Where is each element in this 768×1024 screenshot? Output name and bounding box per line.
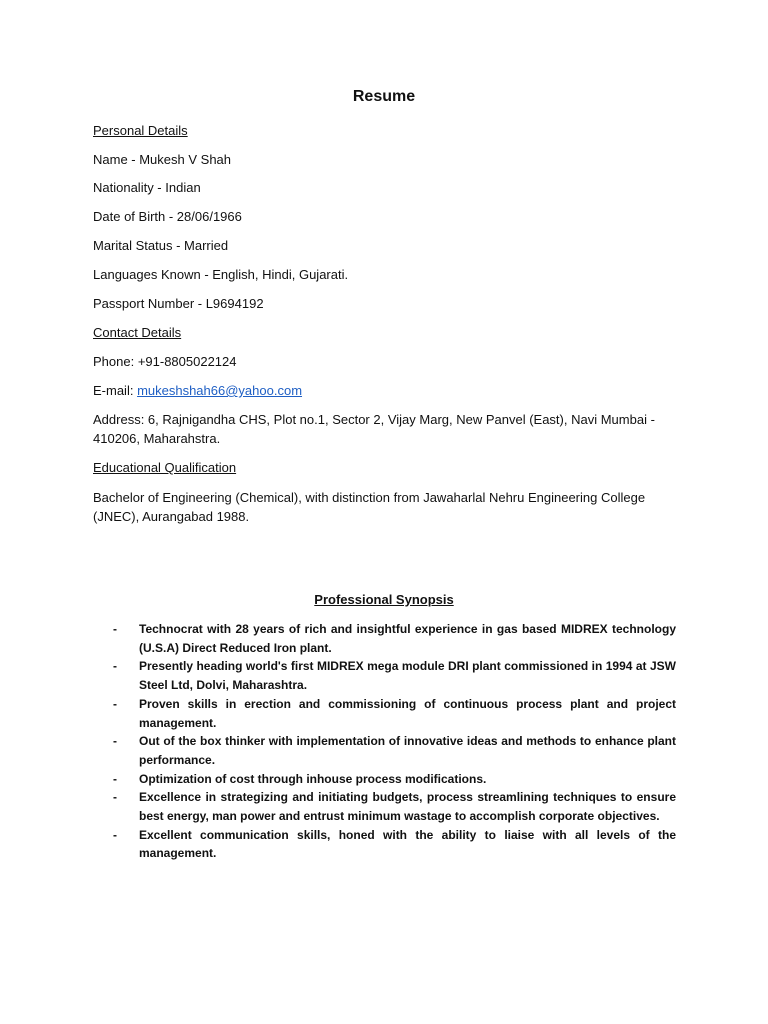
email-line	[93, 381, 302, 400]
synopsis-item-text: Optimization of cost through inhouse process modifications.	[139, 771, 487, 786]
email-link[interactable]: mukeshshah66@yahoo.com	[137, 383, 303, 398]
synopsis-item-text: Out of the box thinker with implementation of innovative ideas and methods to enhance plant performance.	[139, 734, 676, 767]
synopsis-item-text: Presently heading world's first MIDREX mega module DRI plant commissioned in 1994 at JSW Steel Ltd, Dolvi, Maharashtra.	[139, 659, 676, 693]
bullet-dash: -	[113, 696, 117, 711]
email-label: E-mail:	[93, 383, 138, 398]
synopsis-item-text: Excellence in strategizing and initiating budgets, process streamlining techniques to ensure best energy, man power and entrust minimum wastage to accomplish corporate objectives.	[139, 790, 676, 824]
bullet-dash: -	[113, 734, 117, 749]
education-paragraph: Bachelor of Engineering (Chemical), with distinction from Jawaharlal Nehru Engineering College (JNEC), Aurangabad 1988.	[93, 490, 646, 524]
document-title: Resume	[352, 88, 416, 105]
education-heading: Educational Qualification	[93, 460, 237, 475]
name-line: Name - Mukesh V Shah	[93, 152, 232, 167]
bullet-dash: -	[113, 827, 117, 842]
languages-line: Languages Known - English, Hindi, Gujarati.	[93, 267, 349, 282]
passport-line: Passport Number - L9694192	[93, 296, 264, 311]
synopsis-item	[113, 620, 676, 657]
phone-line: Phone: +91-8805022124	[93, 354, 237, 369]
bullet-dash: -	[113, 622, 117, 636]
synopsis-item-text: Technocrat with 28 years of rich and insightful experience in gas based MIDREX technology (U.S.A) Direct Reduced Iron plant.	[139, 622, 676, 655]
address-paragraph: Address: 6, Rajnigandha CHS, Plot no.1, Sector 2, Vijay Marg, New Panvel (East), Navi Mumbai - 410206, Maharahstra.	[93, 412, 655, 446]
personal-details-heading: Personal Details	[93, 123, 188, 138]
bullet-dash: -	[113, 771, 117, 786]
bullet-dash: -	[113, 659, 117, 674]
synopsis-item	[113, 770, 676, 789]
synopsis-item	[113, 695, 676, 732]
dob-line: Date of Birth - 28/06/1966	[93, 209, 242, 224]
synopsis-item-text: Proven skills in erection and commissioning of continuous process plant and project management.	[139, 696, 676, 730]
marital-status-line: Marital Status - Married	[93, 238, 229, 253]
synopsis-item	[113, 788, 676, 825]
nationality-line: Nationality - Indian	[93, 180, 201, 195]
synopsis-item	[113, 732, 676, 769]
synopsis-item	[113, 826, 676, 863]
bullet-dash: -	[113, 790, 117, 805]
synopsis-heading: Professional Synopsis	[314, 592, 454, 607]
contact-details-heading: Contact Details	[93, 325, 182, 340]
synopsis-list	[113, 620, 676, 863]
synopsis-item	[113, 657, 676, 694]
synopsis-item-text: Excellent communication skills, honed with the ability to liaise with all levels of the management.	[139, 827, 676, 861]
